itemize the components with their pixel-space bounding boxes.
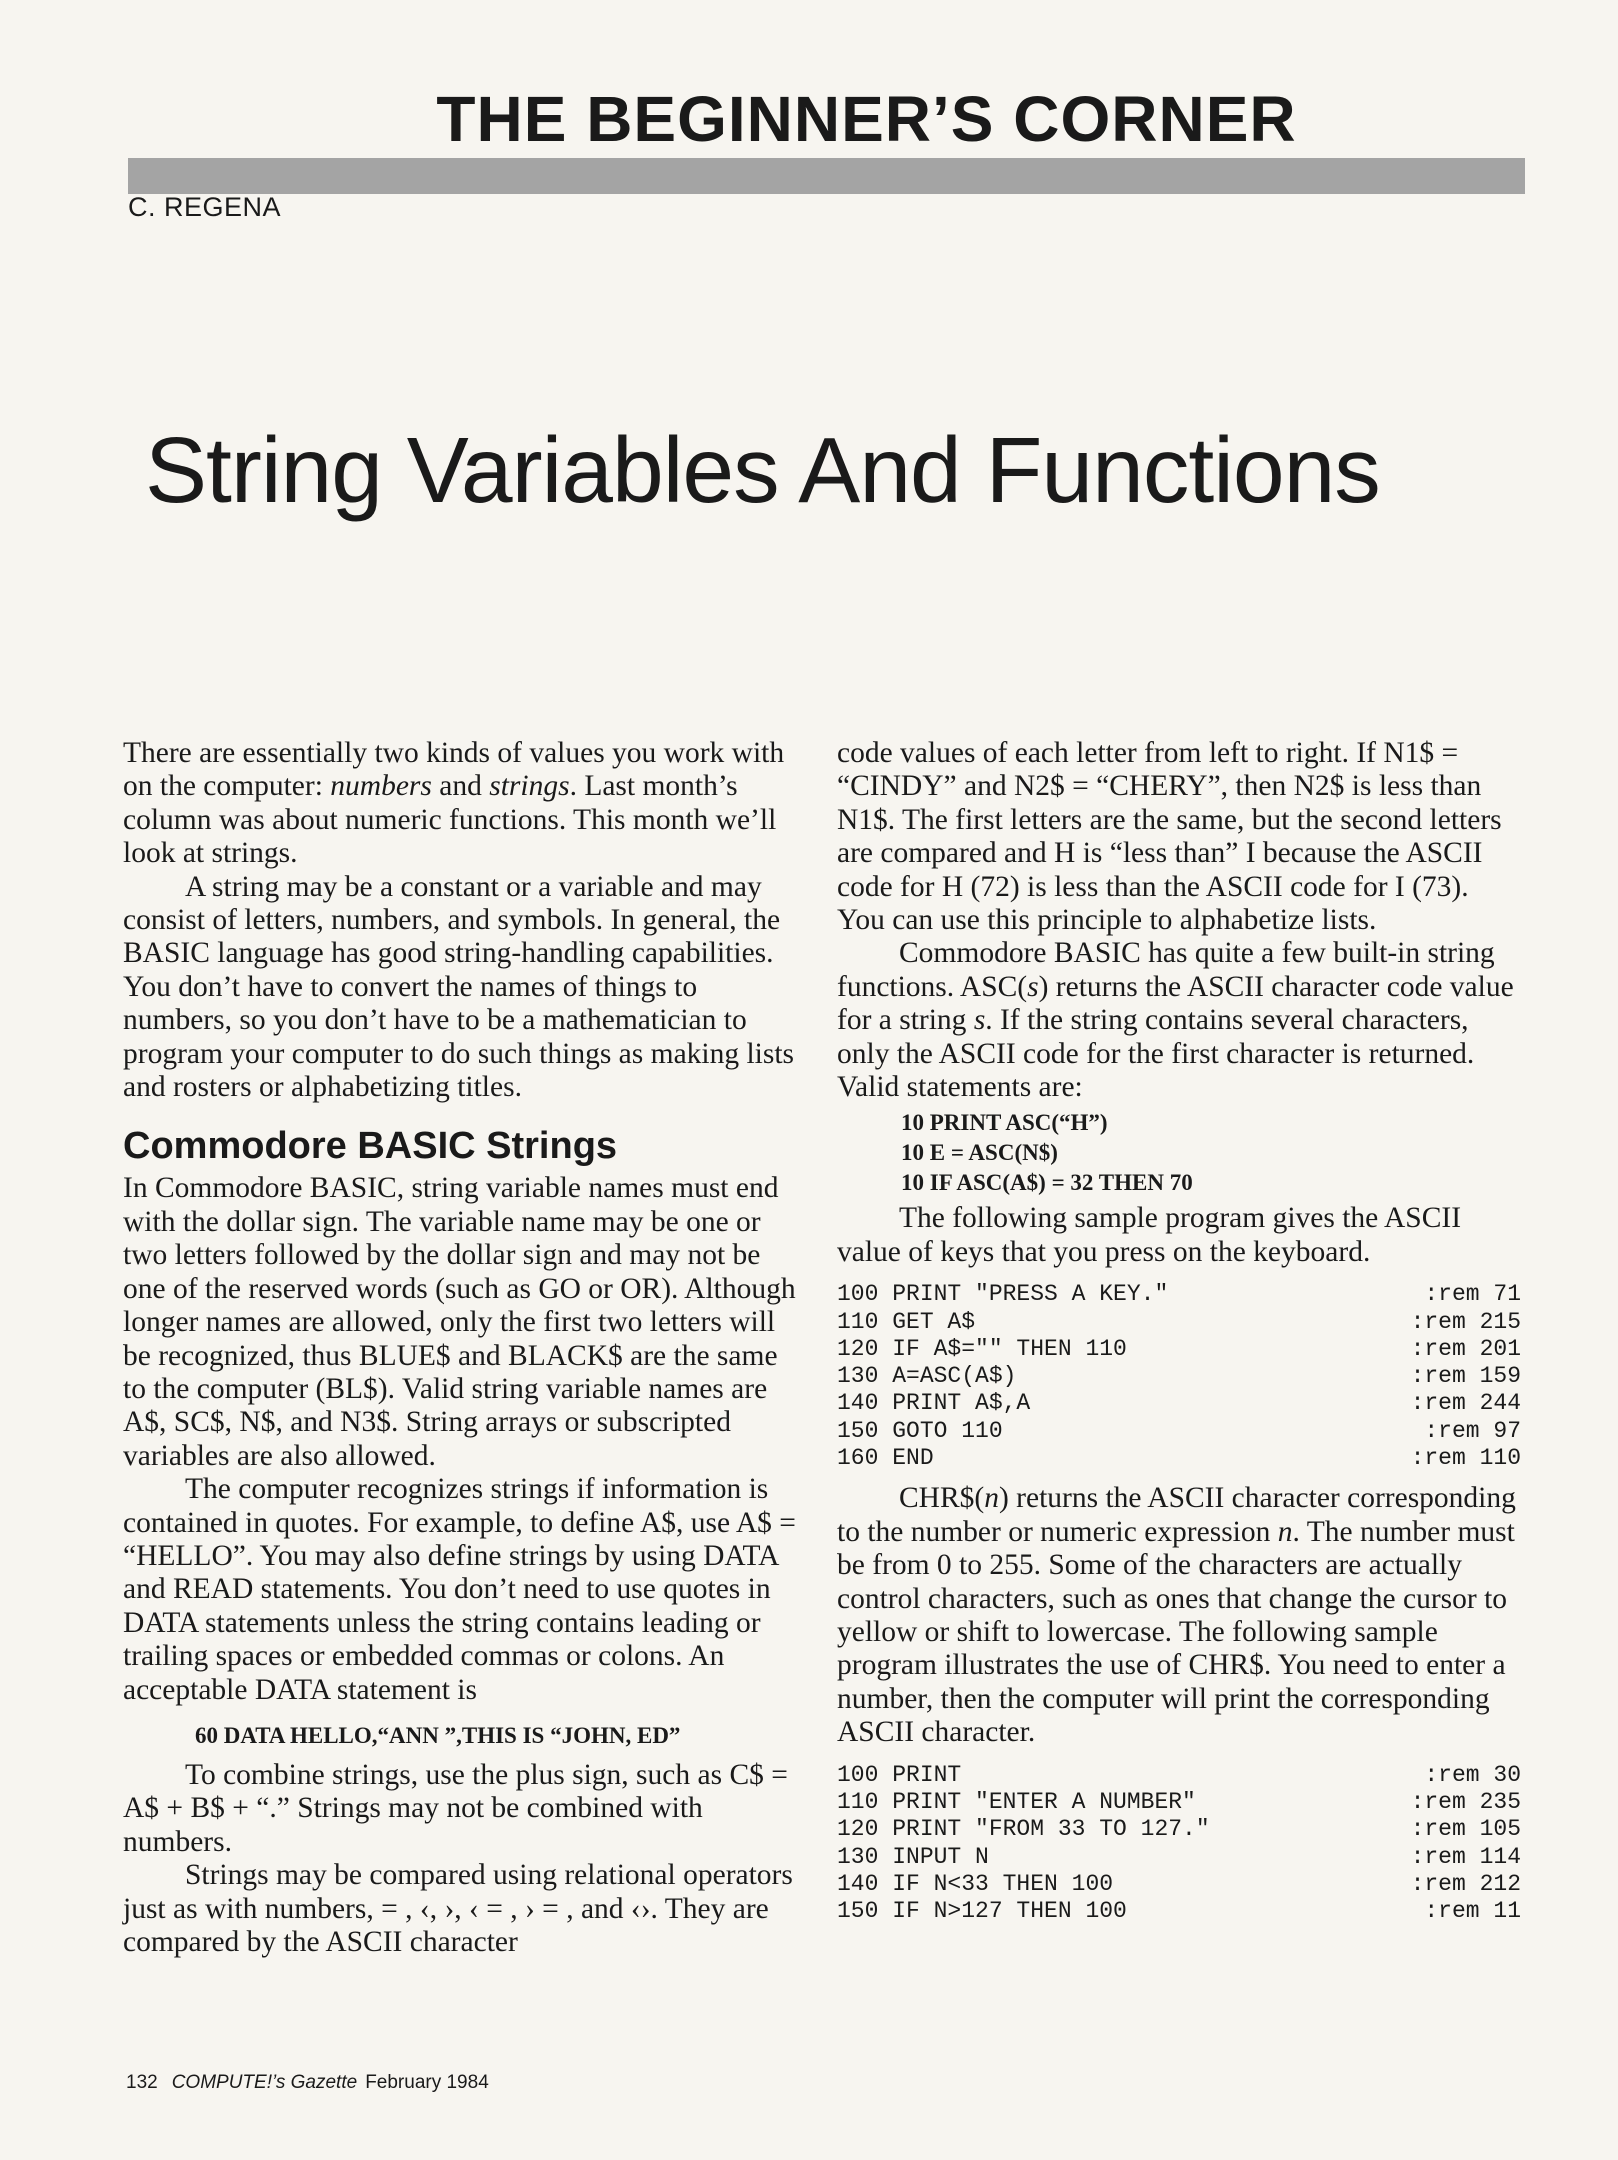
listing-row: 140 PRINT A$,A :rem 244 [837,1390,1521,1417]
page-footer [126,2072,489,2094]
right-column [837,737,1521,1935]
intro-paragraph: There are essentially two kinds of values you work with on the computer: numbers and strings. Last month’s column was about numeric functions. This month we’ll look at strings. [123,737,785,870]
program-listing-1 [837,1281,1521,1472]
program-listing-2 [837,1762,1521,1926]
section-heading: Commodore BASIC Strings [123,1125,618,1168]
paragraph: The following sample program gives the ASCII value of keys that you press on the keyboard. [837,1202,1462,1268]
paragraph: To combine strings, use the plus sign, such as C$ = A$ + B$ + “.” Strings may not be combined with numbers. [123,1758,788,1858]
magazine-name: COMPUTE!’s Gazette [171,2072,358,2093]
listing-row: 150 IF N>127 THEN 100 :rem 11 [837,1898,1521,1925]
listing-row: 110 PRINT "ENTER A NUMBER" :rem 235 [837,1788,1521,1815]
listing-row: 140 IF N<33 THEN 100 :rem 212 [837,1870,1521,1897]
author-byline: C. REGENA [128,192,282,222]
paragraph: A string may be a constant or a variable and may consist of letters, numbers, and symbols. In general, the BASIC language has good string-handling capabilities. You don’t have to convert the names of things to numbers, so you don’t have to be a mathematician to program your computer to do such things as making lists and rosters or alphabetizing titles. [123,870,795,1104]
code-statement: 60 DATA HELLO,“ANN ”,THIS IS “JOHN, ED” [195,1722,681,1748]
listing-row: 120 PRINT "FROM 33 TO 127." :rem 105 [837,1816,1521,1843]
section-header [128,80,1525,194]
listing-row: 120 IF A$="" THEN 110 :rem 201 [837,1335,1521,1362]
listing-row: 130 A=ASC(A$) :rem 159 [837,1363,1521,1390]
listing-row: 130 INPUT N :rem 114 [837,1843,1521,1870]
left-column [123,737,807,1959]
section-title: THE BEGINNER’S CORNER [436,83,1297,155]
article-title: String Variables And Functions [145,418,1380,522]
paragraph: In Commodore BASIC, string variable names must end with the dollar sign. The variable name may be one or two letters followed by the dollar sign and may not be one of the reserved words (such as GO or OR). Although longer names are allowed, only the first two letters will be recognized, thus BLUE$ and BLACK$ are the same to the computer (BL$). Valid string variable names are A$, SC$, N$, and N3$. String arrays or subscripted variables are also allowed. [123,1172,796,1472]
page-number: 132 [126,2072,158,2093]
code-line: 10 PRINT ASC(“H”) [901,1110,1108,1136]
paragraph: Commodore BASIC has quite a few built-in string functions. ASC(s) returns the ASCII character code value for a string s. If the string contains several characters, only the ASCII code for the first character is returned. Valid statements are: [837,937,1514,1104]
paragraph: CHR$(n) returns the ASCII character corresponding to the number or numeric expression n. The number must be from 0 to 255. Some of the characters are actually control characters, such as ones that change the cursor to yellow or shift to lowercase. The following sample program illustrates the use of CHR$. You need to enter a number, then the computer will print the corresponding ASCII character. [837,1482,1516,1749]
code-line: 10 E = ASC(N$) [901,1140,1058,1166]
paragraph: code values of each letter from left to right. If N1$ = “CINDY” and N2$ = “CHERY”, then N2$ is less than N1$. The first letters are the same, but the second letters are compared and H is “less than” I because the ASCII code for H (72) is less than the ASCII code for I (73). You can use this principle to alphabetize lists. [837,737,1502,937]
listing-row: 160 END :rem 110 [837,1445,1521,1472]
paragraph: Strings may be compared using relational operators just as with numbers, = , ‹, ›, ‹ = , › = , and ‹›. They are compared by the ASCII character [123,1859,793,1958]
listing-row: 150 GOTO 110 :rem 97 [837,1417,1521,1444]
listing-row: 100 PRINT "PRESS A KEY." :rem 71 [837,1281,1521,1308]
issue-date: February 1984 [365,2072,489,2093]
code-statements [837,1108,1521,1198]
paragraph: The computer recognizes strings if information is contained in quotes. For example, to define A$, use A$ = “HELLO”. You may also define strings by using DATA and READ statements. You don’t need to use quotes in DATA statements unless the string contains leading or trailing spaces or embedded commas or colons. An acceptable DATA statement is [123,1473,796,1706]
listing-row: 100 PRINT :rem 30 [837,1761,1521,1788]
code-line: 10 IF ASC(A$) = 32 THEN 70 [901,1170,1193,1196]
listing-row: 110 GET A$ :rem 215 [837,1308,1521,1335]
section-title-bar [128,158,1525,194]
